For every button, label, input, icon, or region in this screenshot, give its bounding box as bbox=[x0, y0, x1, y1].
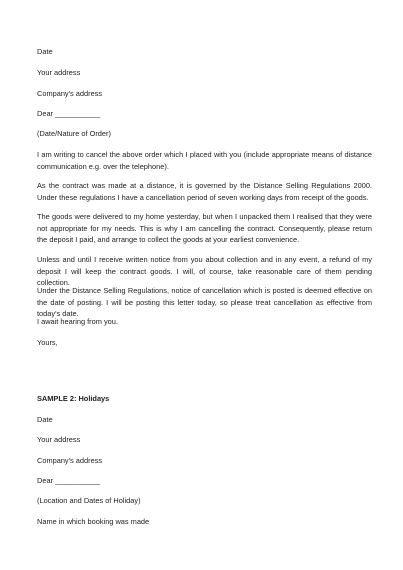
company-address-line: Company's address bbox=[37, 89, 103, 98]
sample2-company-address-line: Company's address bbox=[37, 456, 103, 465]
paragraph-distance-selling: As the contract was made at a distance, it is governed by the Distance Selling Regulations 2000. Under these regulations I have a cancellation period of seven working days from receipt of the goods. bbox=[37, 181, 372, 202]
paragraph-refund-notice: Unless and until I receive written notice from you about collection and in any event, a refund of my deposit I will keep the contract goods. I will, of course, take reasonable care of them pending collection. bbox=[37, 255, 372, 287]
booking-name-line: Name in which booking was made bbox=[37, 517, 150, 526]
your-address-line: Your address bbox=[37, 68, 81, 77]
sample2-salutation-line: Dear ___________ bbox=[37, 476, 101, 485]
paragraph-goods-delivered: The goods were delivered to my home yesterday, but when I unpacked them I realised that they were not appropriate for my needs. This is why I am cancelling the contract. Consequently, please return the deposit I paid, and arrange to collect the goods at your earliest convenience. bbox=[37, 212, 372, 244]
order-info-line: (Date/Nature of Order) bbox=[37, 129, 111, 138]
paragraph-notice-posting: Under the Distance Selling Regulations, notice of cancellation which is posted is deemed effective on the date of posting. I will be posting this letter today, so please treat cancellation as effective from today's date. bbox=[37, 286, 372, 318]
sample2-date-line: Date bbox=[37, 415, 53, 424]
salutation-line: Dear ___________ bbox=[37, 109, 101, 118]
section-heading: SAMPLE 2: Holidays bbox=[37, 394, 110, 403]
sample2-your-address-line: Your address bbox=[37, 435, 81, 444]
await-line: I await hearing from you. bbox=[37, 317, 118, 326]
holiday-info-line: (Location and Dates of Holiday) bbox=[37, 496, 141, 505]
date-line: Date bbox=[37, 47, 53, 56]
paragraph-cancel-order: I am writing to cancel the above order which I placed with you (include appropriate means of distance communication e.g. over the telephone). bbox=[37, 150, 372, 171]
closing-line: Yours, bbox=[37, 338, 58, 347]
